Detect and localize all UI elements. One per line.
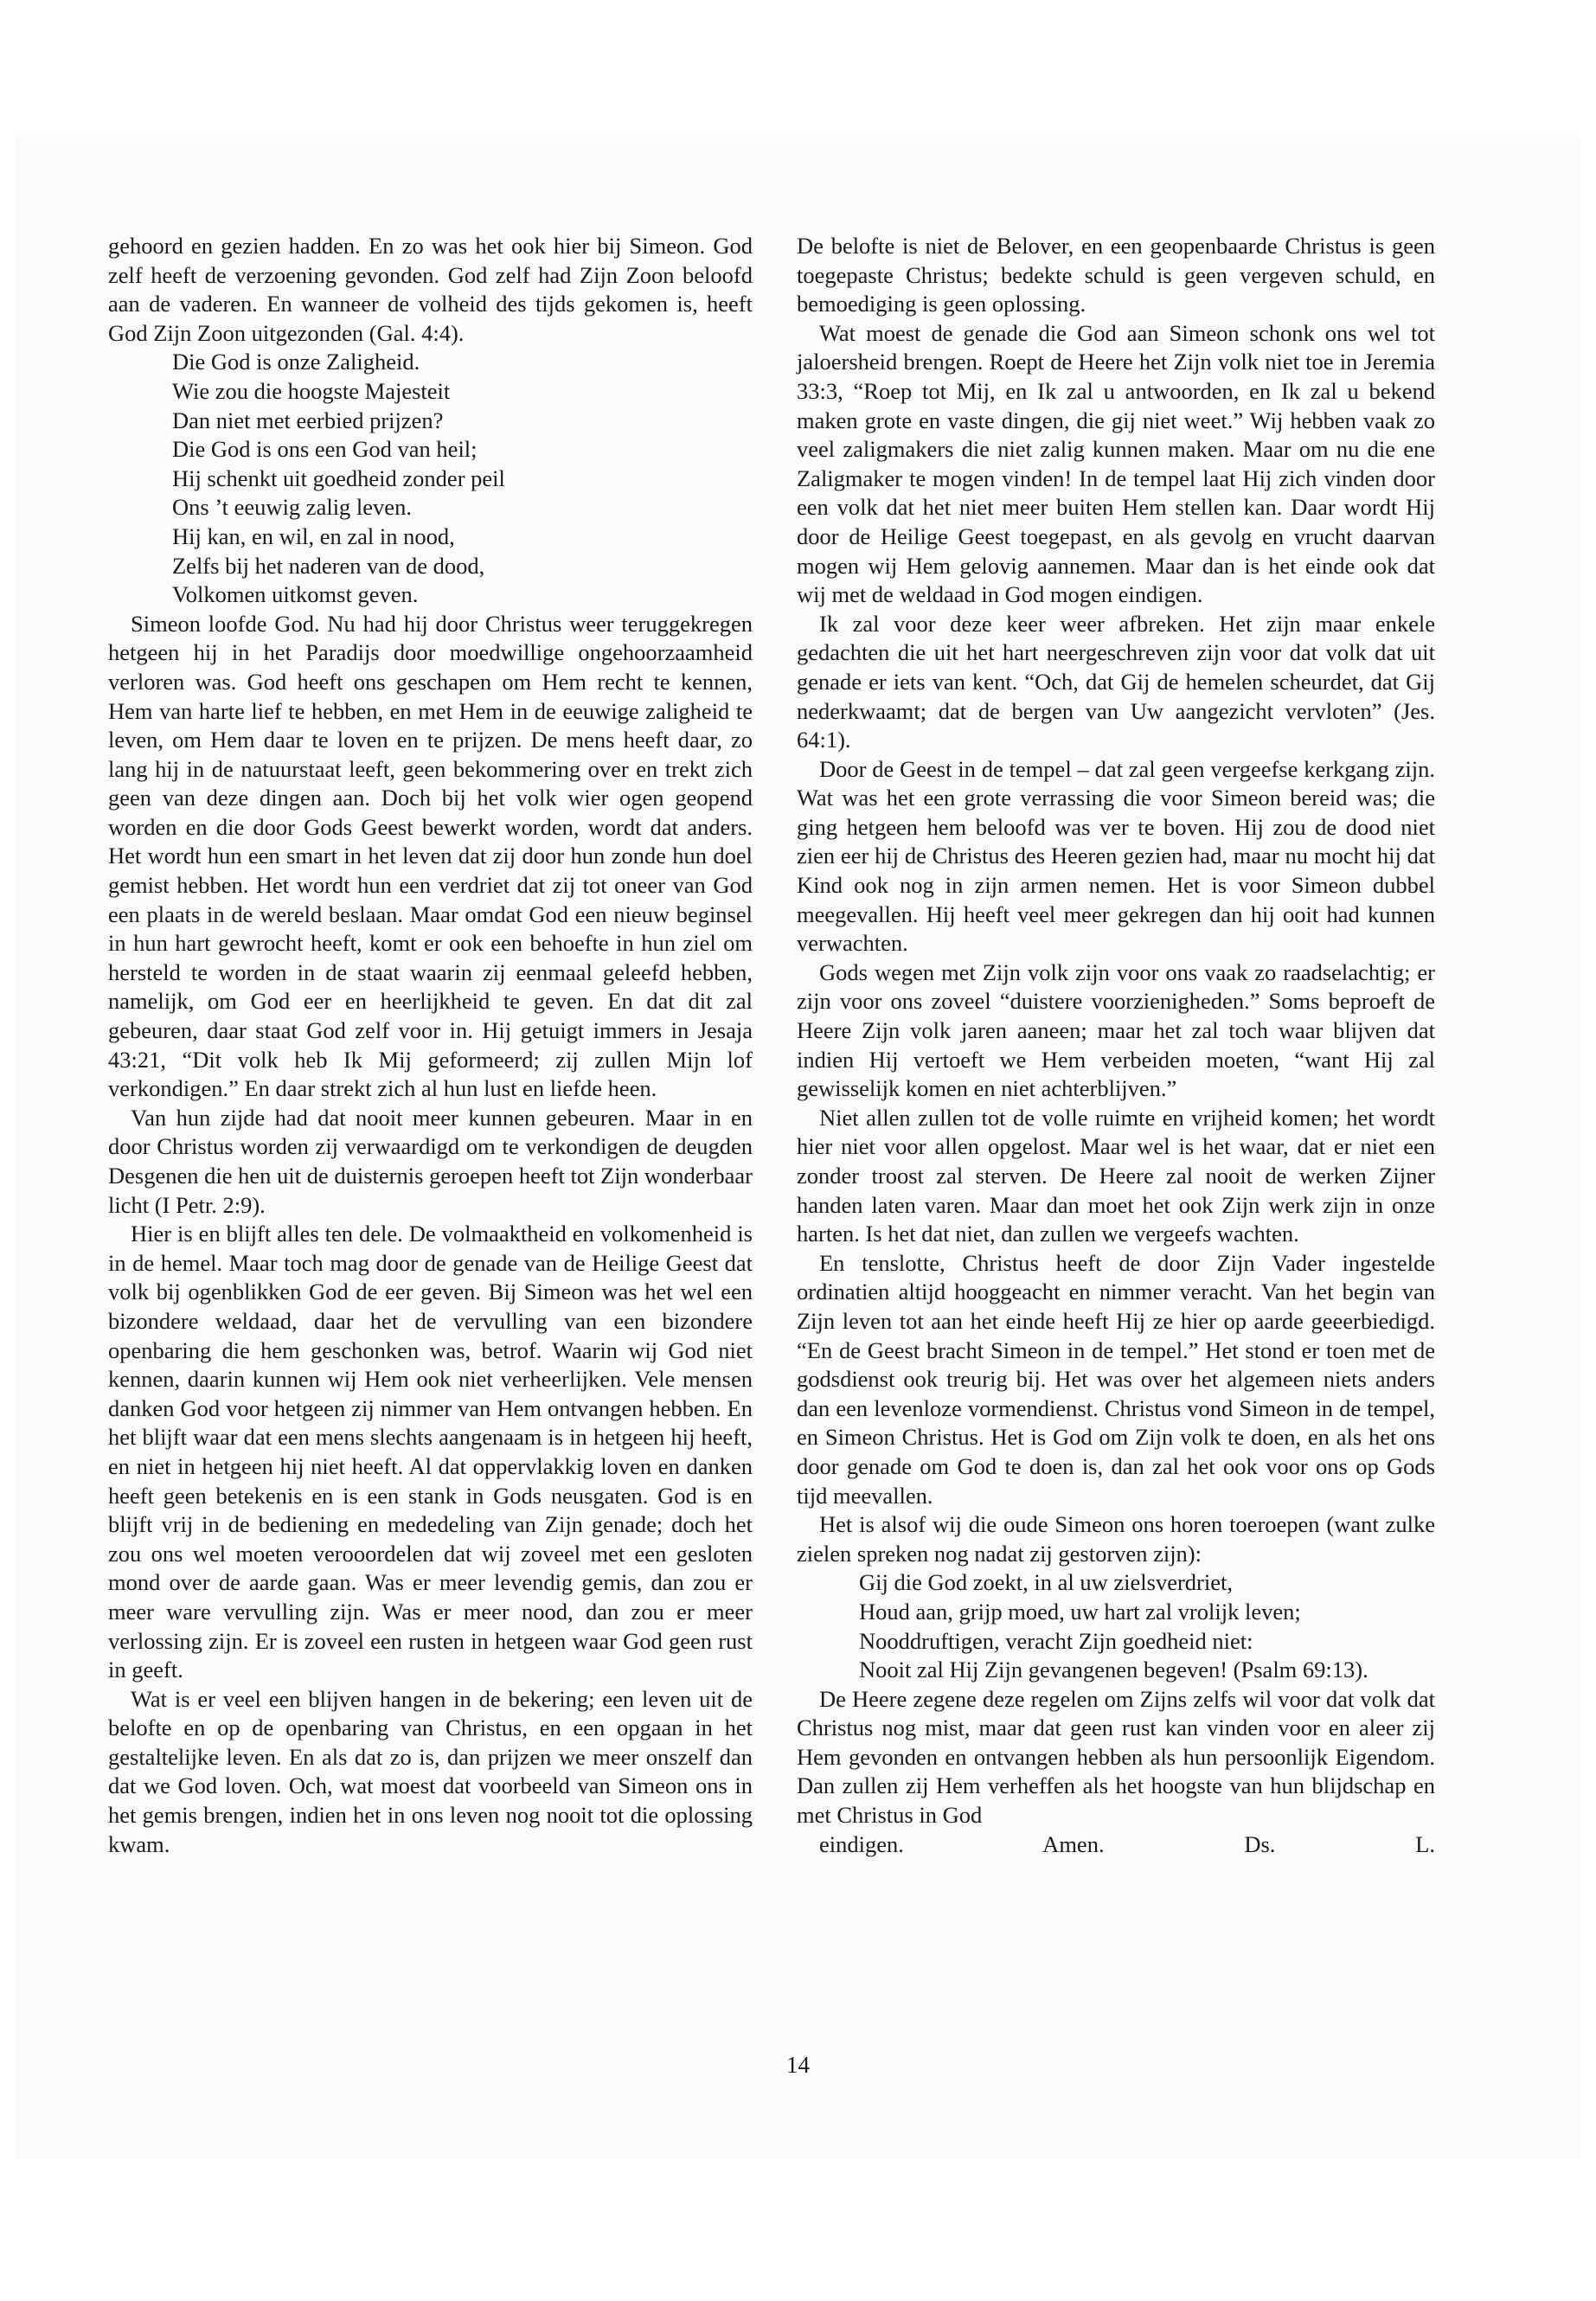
right-column: [797, 232, 1435, 1859]
paragraph: Simeon loofde God. Nu had hij door Christus weer teruggekregen hetgeen hij in het Paradijs door moedwillige ongehoorzaamheid verloren was. God heeft ons geschapen om Hem recht te kennen, Hem van harte lief te hebben, en met Hem in de eeuwige zaligheid te leven, om Hem daar te loven en te prijzen. De mens heeft daar, zo lang hij in de natuurstaat leeft, geen bekommering over en trekt zich geen van deze dingen aan. Doch bij het volk wier ogen geopend worden en die door Gods Geest bewerkt worden, wordt dat anders. Het wordt hun een smart in het leven dat zij door hun zonde hun doel gemist hebben. Het wordt hun een verdriet dat zij tot oneer van God een plaats in de wereld beslaan. Maar omdat God een nieuw beginsel in hun hart gewrocht heeft, komt er ook een behoefte in hun ziel om hersteld te worden in de staat waarin zij eenmaal geleefd hebben, namelijk, om God eer en heerlijkheid te geven. En dat dit zal gebeuren, daar staat God zelf voor in. Hij getuigt immers in Jesaja 43:21, “Dit volk heb Ik Mij geformeerd; zij zullen Mijn lof verkondigen.” En daar strekt zich al hun lust en liefde heen.: [108, 610, 753, 1102]
verse-line: Nooit zal Hij Zijn gevangenen begeven! (Psalm 69:13).: [859, 1657, 1368, 1683]
paragraph: Wat moest de genade die God aan Simeon schonk ons wel tot jaloersheid brengen. Roept de Heere het Zijn volk niet toe in Jeremia 33:3, “Roep tot Mij, en Ik zal u antwoorden, en Ik zal u bekend maken grote en vaste dingen, die gij niet weet.” Wij hebben vaak zo veel zaligmakers die niet zalig kunnen maken. Maar om nu die ene Zaligmaker te mogen vinden! In de tempel laat Hij zich vinden door een volk dat het niet meer buiten Hem stellen kan. Daar wordt Hij door de Heilige Geest toegepast, en als gevolg en vrucht daarvan mogen wij Hem gelovig aannemen. Maar dan is het einde ook dat wij met de weldaad in God mogen eindigen.: [797, 319, 1435, 608]
verse-line: Nooddruftigen, veracht Zijn goedheid niet:: [859, 1627, 1253, 1654]
verse-line: Dan niet met eerbied prijzen?: [172, 407, 444, 433]
paragraph: Niet allen zullen tot de volle ruimte en vrijheid komen; het wordt hier niet voor allen opgelost. Maar wel is het waar, dat er niet een zonder troost zal sterven. De Heere zal nooit de werken Zijner handen laten varen. Maar dan moet het ook Zijn werk zijn in onze harten. Is het dat niet, dan zullen we vergeefs wachten.: [797, 1104, 1435, 1247]
paragraph: Ik zal voor deze keer weer afbreken. Het zijn maar enkele gedachten die uit het hart neergeschreven zijn voor dat volk dat uit genade er iets van kent. “Och, dat Gij de hemelen scheurdet, dat Gij nederkwaamt; dat de bergen van Uw aangezicht vervloten” (Jes. 64:1).: [797, 610, 1435, 753]
paragraph: Gods wegen met Zijn volk zijn voor ons vaak zo raadselachtig; er zijn voor ons zoveel “duistere voorzienigheden.” Soms beproeft de Heere Zijn volk jaren aaneen; maar het zal toch waar blijven dat indien Hij vertoeft we Hem verbeiden moeten, “want Hij zal gewisselijk komen en niet achterblijven.”: [797, 958, 1435, 1102]
paragraph: Hier is en blijft alles ten dele. De volmaaktheid en volkomenheid is in de hemel. Maar toch mag door de genade van de Heilige Geest dat volk bij ogenblikken God de eer geven. Bij Simeon was het wel een bizondere weldaad, daar het de vervulling van een bizondere openbaring die hem geschonken was, betrof. Waarin wij God niet kennen, daarin kunnen wij Hem ook niet verheerlijken. Vele mensen danken God voor hetgeen zij nimmer van Hem ontvangen hebben. En het blijft waar dat een mens slechts aangenaam is in hetgeen hij heeft, en niet in hetgeen hij niet heeft. Al dat oppervlakkig loven en danken heeft geen betekenis en is een stank in Gods neusgaten. God is en blijft vrij in de bediening en mededeling van Zijn genade; doch het zou ons wel moeten verooordelen dat wij zoveel met een gesloten mond over de aarde gaan. Was er meer levendig gemis, dan zou er meer ware vervulling zijn. Was er meer nood, dan zou er meer verlossing zijn. Er is zoveel een rusten in hetgeen waar God geen rust in geeft.: [108, 1221, 753, 1683]
verse-line: Die God is ons een God van heil;: [172, 436, 478, 463]
paragraph: Het is alsof wij die oude Simeon ons horen toeroepen (want zulke zielen spreken nog nadat zij gestorven zijn):: [797, 1511, 1435, 1567]
verse-line: Volkomen uitkomst geven.: [172, 581, 419, 608]
verse-line: Hij schenkt uit goedheid zonder peil: [172, 465, 505, 491]
page-number: 14: [786, 2052, 810, 2078]
paragraph: Door de Geest in de tempel – dat zal geen vergeefse kerkgang zijn. Wat was het een grote verrassing die voor Simeon bereid was; die ging hetgeen hem beloofd was ver te boven. Hij zou de dood niet zien eer hij de Christus des Heeren gezien had, maar nu mocht hij dat Kind ook nog in zijn armen nemen. Het is voor Simeon dubbel meegevallen. Hij heeft veel meer gekregen dan hij ooit had kunnen verwachten.: [797, 755, 1435, 957]
paragraph: Wat is er veel een blijven hangen in de bekering; een leven uit de belofte en op de openbaring van Christus, en een opgaan in het gestaltelijke leven. En als dat zo is, dan prijzen we meer onszelf dan dat we God loven. Och, wat moest dat voorbeeld van Simeon ons in het gemis brengen, indien het in ons leven nog nooit tot die oplossing kwam.: [108, 1685, 753, 1857]
signature: Ds. L.: [1244, 1830, 1435, 1857]
verse-block: [172, 348, 753, 609]
paragraph: De Heere zegene deze regelen om Zijns zelfs wil voor dat volk dat Christus nog mist, maar dat geen rust kan vinden voor en aleer zij Hem gevonden en ontvangen hebben als hun persoonlijk Eigendom. Dan zullen zij Hem verheffen als het hoogste van hun blijdschap en met Christus in God: [797, 1685, 1435, 1829]
closing-text: eindigen. Amen.: [819, 1830, 1105, 1857]
verse-line: Gij die God zoekt, in al uw zielsverdriet,: [859, 1569, 1233, 1596]
verse-line: Ons ’t eeuwig zalig leven.: [172, 494, 412, 521]
verse-line: Houd aan, grijp moed, uw hart zal vrolijk leven;: [859, 1598, 1301, 1625]
paragraph: Van hun zijde had dat nooit meer kunnen gebeuren. Maar in en door Christus worden zij verwaardigd om te verkondigen de deugden Desgenen die hen uit de duisternis geroepen heeft tot Zijn wonderbaar licht (I Petr. 2:9).: [108, 1104, 753, 1218]
closing-line: [797, 1830, 1435, 1860]
paragraph: En tenslotte, Christus heeft de door Zijn Vader ingestelde ordinatien altijd hooggeacht en nimmer veracht. Van het begin van Zijn leven tot aan het einde heeft Hij ze hier op aarde geeerbiedigd. “En de Geest bracht Simeon in de tempel.” Het stond er toen met de godsdienst ook treurig bij. Het was over het algemeen niets anders dan een levenloze vormendienst. Christus vond Simeon in de tempel, en Simeon Christus. Het is God om Zijn volk te doen, en als het ons door genade om God te doen is, dan zal het ook voor ons op Gods tijd meevallen.: [797, 1249, 1435, 1509]
left-column: [108, 232, 753, 1859]
verse-block: [859, 1568, 1435, 1684]
verse-line: Wie zou die hoogste Majesteit: [172, 377, 451, 404]
verse-line: Zelfs bij het naderen van de dood,: [172, 552, 485, 579]
paragraph: De belofte is niet de Belover, en een geopenbaarde Christus is geen toegepaste Christus; bedekte schuld is geen vergeven schuld, en bemoediging is geen oplossing.: [797, 233, 1435, 317]
verse-line: Die God is onze Zaligheid.: [172, 349, 420, 375]
paragraph: gehoord en gezien hadden. En zo was het ook hier bij Simeon. God zelf heeft de verzoening gevonden. God zelf had Zijn Zoon beloofd aan de vaderen. En wanneer de volheid des tijds gekomen is, heeft God Zijn Zoon uitgezonden (Gal. 4:4).: [108, 233, 753, 346]
verse-line: Hij kan, en wil, en zal in nood,: [172, 522, 455, 549]
